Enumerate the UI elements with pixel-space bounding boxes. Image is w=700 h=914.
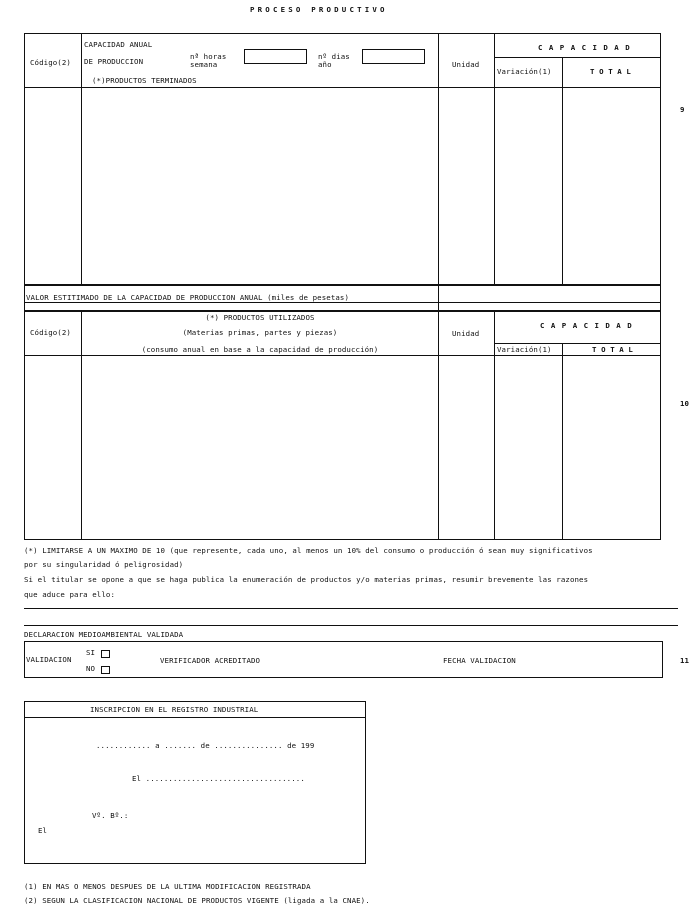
dias-label: nº dias — [318, 52, 350, 61]
col-divider — [438, 311, 439, 540]
validacion-label: VALIDACION — [26, 655, 72, 664]
side-number-10: 10 — [680, 399, 690, 408]
horas-label: nª horas — [190, 52, 227, 61]
limit-note-2: por su singularidad ó peligrosidad) — [24, 560, 184, 569]
no-checkbox[interactable] — [101, 666, 110, 674]
reasons-line[interactable] — [24, 625, 678, 626]
fecha-validacion-label: FECHA VALIDACION — [443, 656, 516, 665]
col-divider — [81, 33, 82, 285]
footnote-1: (1) EN MAS O MENOS DESPUES DE LA ULTIMA MODIFICACION REGISTRADA — [24, 882, 311, 891]
visto-bueno-label: Vº. Bº.: — [92, 811, 129, 820]
unidad-header: Unidad — [452, 60, 480, 69]
side-number-11: 11 — [680, 656, 690, 665]
productos-utilizados-label: (*) PRODUCTOS UTILIZADOS — [205, 313, 315, 322]
col-divider — [562, 57, 563, 285]
valor-estimado-label: VALOR ESTITIMADO DE LA CAPACIDAD DE PRODUCCION ANUAL (miles de pesetas) — [26, 293, 350, 302]
unidad-header-2: Unidad — [452, 329, 480, 338]
footnote-2: (2) SEGUN LA CLASIFICACION NACIONAL DE PRODUCTOS VIGENTE (ligada a la CNAE). — [24, 896, 370, 905]
limit-note: (*) LIMITARSE A UN MAXIMO DE 10 (que represente, cada uno, al menos un 10% del consumo o producción ó sean muy significativos — [24, 546, 593, 555]
inscripcion-title: INSCRIPCION EN EL REGISTRO INDUSTRIAL — [90, 705, 259, 714]
side-number-9: 9 — [680, 105, 685, 114]
productos-terminados-label: (*)PRODUCTOS TERMINADOS — [92, 76, 197, 85]
products-finished-table — [24, 33, 661, 285]
capacidad-header-2: C A P A C I D A D — [540, 321, 633, 330]
col-divider — [494, 33, 495, 285]
horas-semana-input[interactable] — [244, 49, 307, 64]
capacity-divider — [494, 343, 661, 344]
declaracion-title: DECLARACION MEDIOAMBIENTAL VALIDADA — [24, 630, 184, 639]
no-label: NO — [86, 664, 96, 673]
variacion-header-2: Variación(1) — [497, 345, 552, 354]
col-divider — [562, 343, 563, 540]
row-divider — [24, 302, 661, 303]
oppose-note-2: que aduce para ello: — [24, 590, 115, 599]
materias-primas-label: (Materias primas, partes y piezas) — [182, 328, 338, 337]
header-divider — [24, 87, 661, 88]
cap-anual-label: CAPACIDAD ANUAL — [84, 40, 153, 49]
si-label: SI — [86, 648, 96, 657]
oppose-note: Si el titular se opone a que se haga publica la enumeración de productos y/o materias primas, resumir brevemente las razones — [24, 575, 589, 584]
verificador-label: VERIFICADOR ACREDITADO — [160, 656, 261, 665]
col-divider — [494, 311, 495, 540]
si-checkbox[interactable] — [101, 650, 110, 658]
horas-label-2: semana — [190, 60, 218, 69]
col-divider — [438, 33, 439, 285]
variacion-header: Variación(1) — [497, 67, 552, 76]
reasons-line[interactable] — [24, 608, 678, 609]
codigo-header-2: Código(2) — [30, 328, 71, 337]
page-title: PROCESO PRODUCTIVO — [250, 5, 388, 14]
inscripcion-divider — [24, 717, 366, 718]
signatory-line[interactable]: El ................................... — [132, 774, 305, 783]
date-line[interactable]: ............ a ....... de ............... de 199 — [96, 741, 315, 750]
declaracion-box — [24, 641, 663, 678]
header-divider — [24, 355, 661, 356]
total-header-2: T O T A L — [592, 345, 633, 354]
consumo-anual-label: (consumo anual en base a la capacidad de producción) — [141, 345, 379, 354]
cap-anual-label-2: DE PRODUCCION — [84, 57, 144, 66]
capacidad-header: C A P A C I D A D — [538, 43, 631, 52]
el-label: El — [38, 826, 48, 835]
total-header: T O T A L — [590, 67, 631, 76]
capacity-divider — [494, 57, 661, 58]
codigo-header: Código(2) — [30, 58, 71, 67]
dias-ano-input[interactable] — [362, 49, 425, 64]
dias-label-2: año — [318, 60, 332, 69]
col-divider — [438, 285, 439, 311]
